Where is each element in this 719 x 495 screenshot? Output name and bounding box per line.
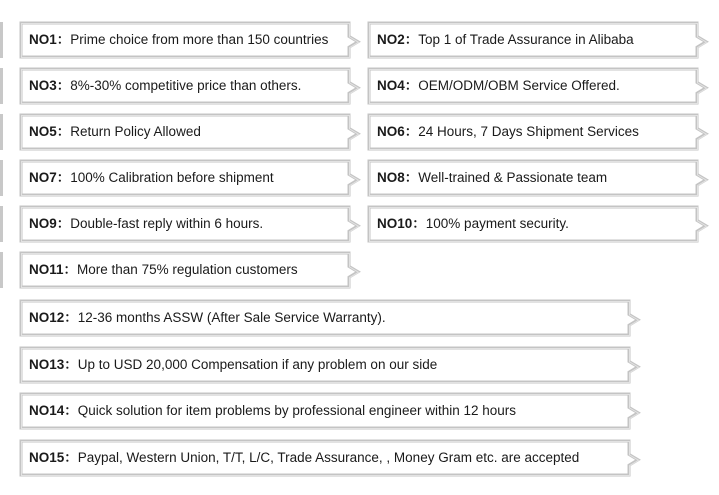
feature-number: NO13： (29, 357, 78, 372)
feature-text: Well-trained & Passionate team (418, 170, 608, 185)
feature-number: NO2： (377, 32, 419, 47)
feature-text: 12-36 months ASSW (After Sale Service Warranty). (77, 310, 386, 325)
feature-tag-15 (20, 440, 642, 476)
feature-tag-12 (20, 300, 642, 336)
feature-number: NO12： (29, 310, 78, 325)
feature-number: NO8： (377, 170, 419, 185)
left-edge-bar (0, 68, 3, 104)
feature-number: NO3： (29, 78, 71, 93)
feature-number: NO14： (29, 403, 78, 418)
left-edge-bar (0, 22, 3, 58)
feature-text: 100% Calibration before shipment (70, 170, 274, 185)
feature-tag-3 (20, 68, 362, 104)
feature-tag-1 (20, 22, 362, 58)
feature-number: NO11： (29, 262, 78, 277)
feature-tag-5 (20, 114, 362, 150)
feature-tag-9 (20, 206, 362, 242)
feature-tag-11 (20, 252, 362, 288)
feature-text: OEM/ODM/OBM Service Offered. (418, 78, 620, 93)
feature-tag-6 (368, 114, 710, 150)
feature-text: Up to USD 20,000 Compensation if any problem on our side (77, 357, 438, 372)
feature-tag-10 (368, 206, 710, 242)
feature-text: 8%-30% competitive price than others. (70, 78, 302, 93)
feature-number: NO1： (29, 32, 71, 47)
feature-tag-14 (20, 393, 642, 429)
feature-number: NO5： (29, 124, 71, 139)
feature-number: NO15： (29, 450, 78, 465)
feature-number: NO7： (29, 170, 71, 185)
feature-text: Top 1 of Trade Assurance in Alibaba (418, 32, 634, 47)
feature-tag-2 (368, 22, 710, 58)
feature-text: 100% payment security. (425, 216, 569, 231)
feature-text: Return Policy Allowed (70, 124, 201, 139)
left-edge-bar (0, 206, 3, 242)
left-edge-bar (0, 160, 3, 196)
feature-number: NO6： (377, 124, 419, 139)
feature-number: NO4： (377, 78, 419, 93)
left-edge-bar (0, 252, 3, 288)
feature-text: Quick solution for item problems by professional engineer within 12 hours (77, 403, 517, 418)
feature-tag-7 (20, 160, 362, 196)
feature-tag-13 (20, 347, 642, 383)
feature-number: NO10： (377, 216, 426, 231)
feature-tag-8 (368, 160, 710, 196)
feature-tag-4 (368, 68, 710, 104)
feature-text: More than 75% regulation customers (77, 262, 298, 277)
feature-number: NO9： (29, 216, 71, 231)
feature-text: 24 Hours, 7 Days Shipment Services (418, 124, 639, 139)
feature-text: Paypal, Western Union, T/T, L/C, Trade Assurance, , Money Gram etc. are accepted (77, 450, 580, 465)
feature-text: Prime choice from more than 150 countries (70, 32, 329, 47)
feature-text: Double-fast reply within 6 hours. (70, 216, 264, 231)
left-edge-bar (0, 114, 3, 150)
